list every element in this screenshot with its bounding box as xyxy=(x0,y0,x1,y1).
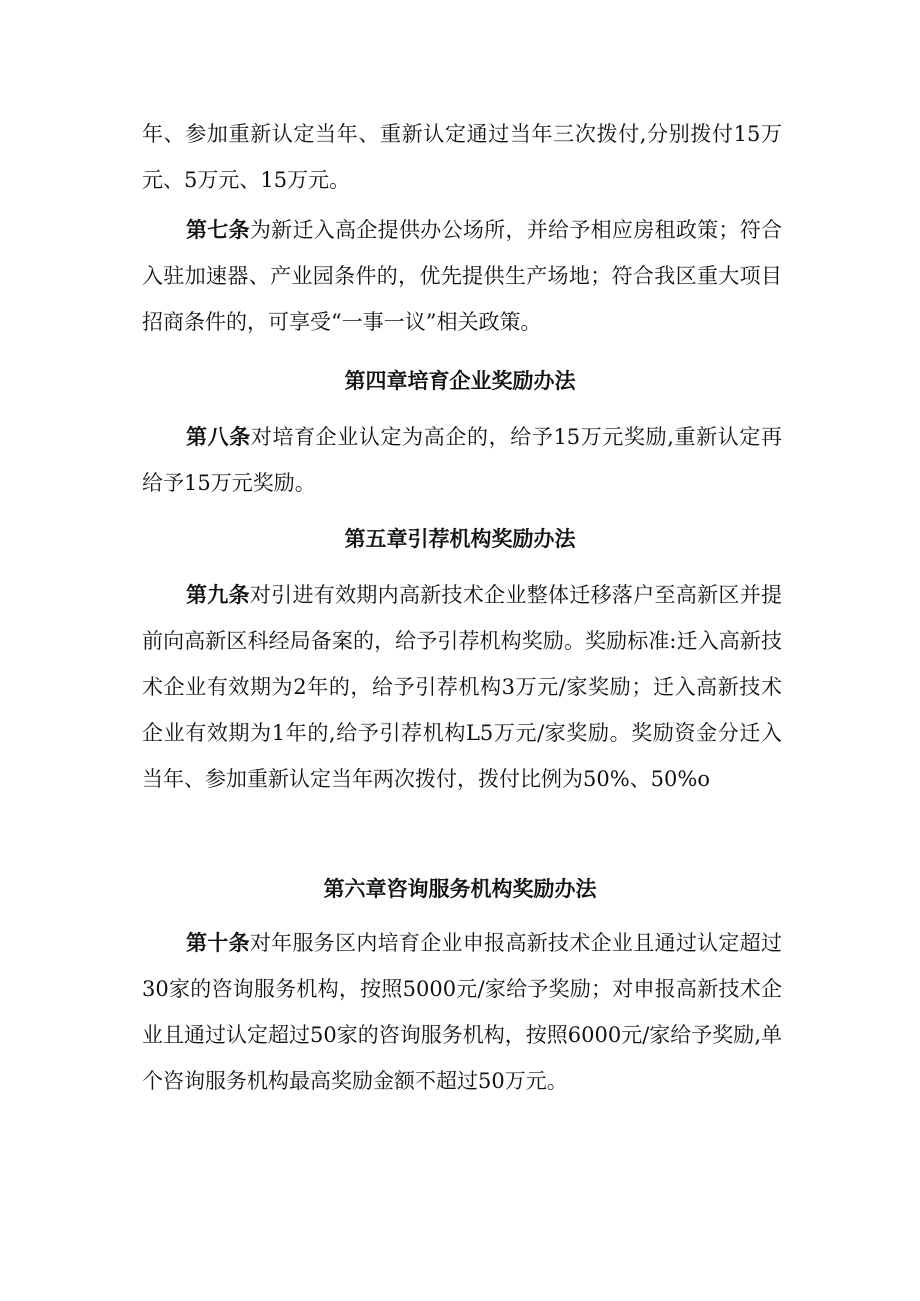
article-9-text: 对引进有效期内高新技术企业整体迁移落户至高新区并提前向高新区科经局备案的，给予引荐机构奖励。奖励标准:迁入高新技术企业有效期为2年的，给予引荐机构3万元/家奖励；迁入高新技术企业有效期为1年的,给予引荐机构L5万元/家奖励。奖励资金分迁入当年、参加重新认定当年两次拨付，拨付比例为50%、50%o xyxy=(142,583,782,791)
article-10-label: 第十条 xyxy=(186,931,250,955)
article-10-text: 对年服务区内培育企业申报高新技术企业且通过认定超过30家的咨询服务机构，按照5000元/家给予奖励；对申报高新技术企业且通过认定超过50家的咨询服务机构，按照6000元/家给予奖励,单个咨询服务机构最高奖励金额不超过50万元。 xyxy=(142,931,782,1093)
continuation-paragraph xyxy=(142,111,782,203)
article-7-text: 为新迁入高企提供办公场所，并给予相应房租政策；符合入驻加速器、产业园条件的，优先提供生产场地；符合我区重大项目招商条件的，可享受“一事一议”相关政策。 xyxy=(142,218,782,334)
article-8-label: 第八条 xyxy=(186,425,251,449)
chapter-6-heading: 第六章咨询服务机构奖励办法 xyxy=(323,877,597,901)
chapter-4-heading: 第四章培育企业奖励办法 xyxy=(344,369,576,393)
article-10-paragraph xyxy=(142,920,782,1104)
article-9-label: 第九条 xyxy=(186,583,250,607)
article-7-label: 第七条 xyxy=(186,218,250,242)
continuation-text: 年、参加重新认定当年、重新认定通过当年三次拨付,分别拨付15万元、5万元、15万元。 xyxy=(142,122,782,192)
article-9-paragraph xyxy=(142,572,782,802)
article-7-paragraph xyxy=(142,207,782,345)
chapter-5-heading: 第五章引荐机构奖励办法 xyxy=(344,527,576,551)
article-8-text: 对培育企业认定为高企的，给予15万元奖励,重新认定再给予15万元奖励。 xyxy=(142,425,782,495)
article-8-paragraph xyxy=(142,414,782,506)
